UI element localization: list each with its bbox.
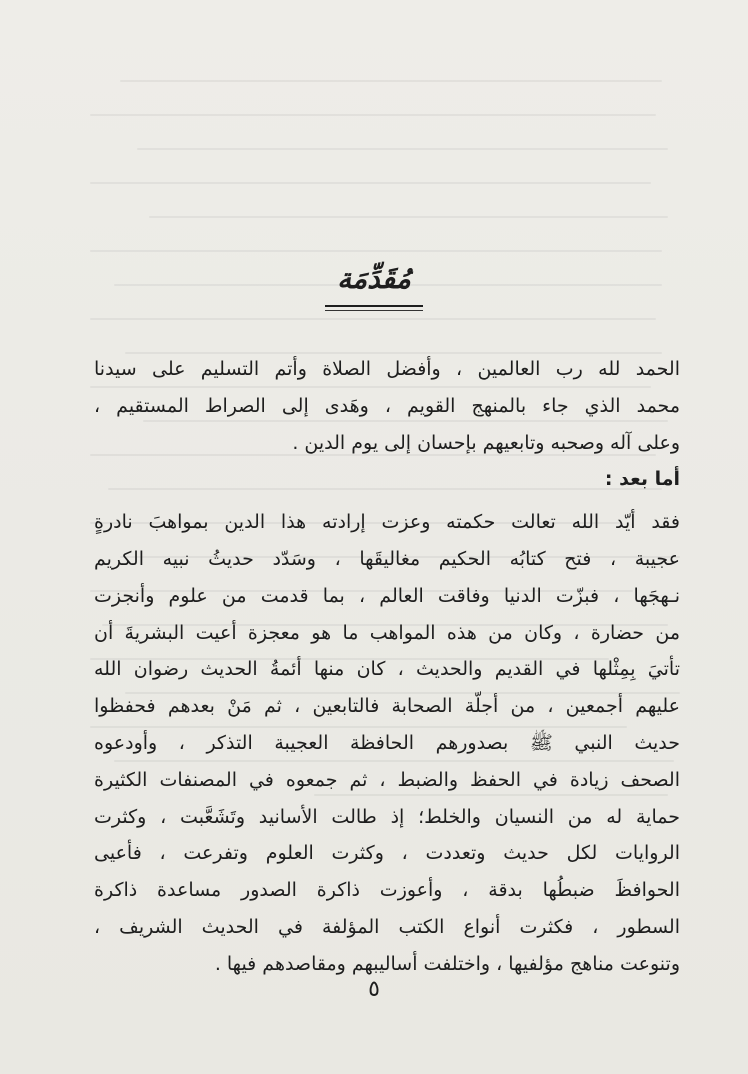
paragraph-line: الصحف زيادة في الحفظ والضبط ، ثم جمعوه في المصنفات الكثيرة: [94, 768, 680, 791]
paragraph-line: السطور ، فكثرت أنواع الكتب المؤلفة في الحديث الشريف ،: [94, 915, 680, 938]
paragraph-line: حماية له من النسيان والخلط؛ إذ طالت الأسانيد وتَشَعَّبت ، وكثرت: [94, 805, 680, 828]
paragraph-line: الروايات لكل حديث وتعددت ، وكثرت العلوم وتفرعت ، فأعيى: [94, 842, 680, 865]
paragraph-line: الحوافظَ ضبطُها بدقة ، وأعوزت ذاكرة الصدور مساعدة ذاكرة: [94, 879, 680, 902]
intro-line: الحمد لله رب العالمين ، وأفضل الصلاة وأتم التسليم على سيدنا: [94, 358, 680, 380]
paragraph-line: من حضارة ، وكان من هذه المواهب ما هو معجزة أعيت البشريةَ أن: [94, 621, 680, 644]
paragraph-line: نـهجَها ، فبزّت الدنيا وفاقت العالم ، بما قدمت من علوم وأنجزت: [94, 584, 680, 607]
paragraph-line: وتنوعت مناهج مؤلفيها ، واختلفت أساليبهم ومقاصدهم فيها .: [214, 952, 680, 975]
heading-underline-thin: [325, 310, 423, 311]
heading-underline: [325, 305, 423, 307]
intro-line: وعلى آله وصحبه وتابعيهم بإحسان إلى يوم الدين .: [292, 431, 680, 454]
paragraph-line: عليهم أجمعين ، من أجلّة الصحابة فالتابعين ، ثم مَنْ بعدهم فحفظوا: [94, 695, 680, 718]
paragraph-line: عجيبة ، فتح كتابُه الحكيم مغاليقَها ، وسَدّد حديثُ نبيه الكريم: [94, 547, 680, 570]
page-number: ٥: [368, 977, 380, 1002]
body-text: [94, 351, 680, 983]
paragraph-line: حديث النبي ﷺ بصدورهم الحافظة العجيبة التذكر ، وأودعوه: [94, 731, 680, 754]
section-heading: مُقَدِّمَة: [337, 262, 411, 295]
section-label: أما بعد :: [604, 468, 680, 491]
intro-line: محمد الذي جاء بالمنهج القويم ، وهَدى إلى الصراط المستقيم ،: [94, 394, 680, 417]
paragraph-line: تأتيَ بِمِثْلها في القديم والحديث ، كان منها أئمةُ الحديث رضوان الله: [94, 658, 680, 681]
paragraph-line: فقد أيّد الله تعالت حكمته وعزت إرادته هذا الدين بمواهبَ نادرةٍ: [94, 511, 680, 534]
